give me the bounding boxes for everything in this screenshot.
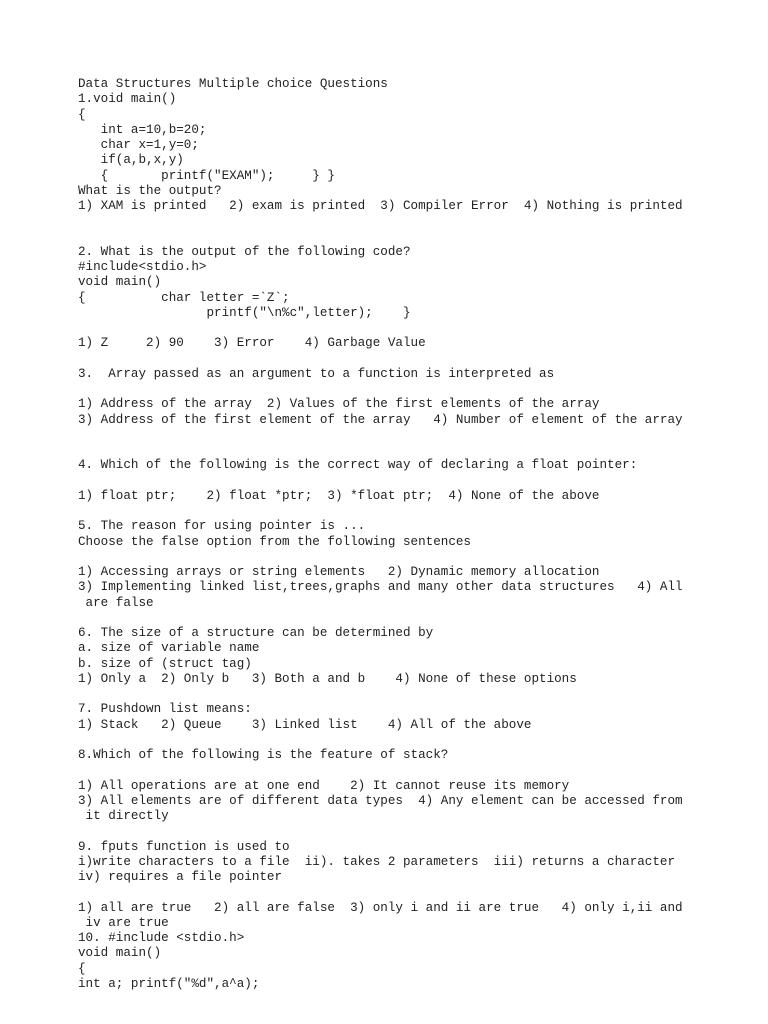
- text-line: if(a,b,x,y): [78, 153, 184, 168]
- text-line: 1) Z 2) 90 3) Error 4) Garbage Value: [78, 336, 426, 351]
- text-line: 1) Accessing arrays or string elements 2) Dynamic memory allocation: [78, 565, 600, 579]
- text-line: iv are true: [78, 915, 169, 930]
- text-line: { printf("EXAM"); } }: [78, 168, 335, 183]
- document-title: Data Structures Multiple choice Questions: [78, 77, 388, 91]
- text-line: 1) Only a 2) Only b 3) Both a and b 4) None of these options: [78, 671, 577, 686]
- blank-line: [78, 550, 758, 565]
- document-body: [78, 77, 758, 992]
- text-line: 1) All operations are at one end 2) It cannot reuse its memory: [78, 778, 570, 793]
- text-line: a. size of variable name: [78, 641, 260, 656]
- text-line: 3) All elements are of different data types 4) Any element can be accessed from: [78, 793, 683, 808]
- blank-line: [78, 352, 758, 367]
- text-line: 1) Stack 2) Queue 3) Linked list 4) All of the above: [78, 717, 532, 732]
- blank-line: [78, 504, 758, 519]
- text-line: it directly: [78, 809, 169, 823]
- blank-line: [78, 230, 758, 245]
- blank-line: [78, 611, 758, 626]
- blank-line: [78, 763, 758, 778]
- text-line: 1.void main(): [78, 92, 177, 107]
- text-line: int a=10,b=20;: [78, 122, 207, 137]
- text-line: { char letter =`Z`;: [78, 290, 290, 305]
- text-line: 3) Address of the first element of the array 4) Number of element of the array: [78, 412, 683, 427]
- text-line: What is the output?: [78, 183, 222, 198]
- text-line: 10. #include <stdio.h>: [78, 931, 245, 945]
- blank-line: [78, 428, 758, 443]
- blank-line: [78, 733, 758, 748]
- text-line: 1) float ptr; 2) float *ptr; 3) *float ptr; 4) None of the above: [78, 488, 600, 503]
- text-line: void main(): [78, 946, 162, 961]
- text-line: iv) requires a file pointer: [78, 870, 283, 884]
- text-line: {: [78, 961, 86, 976]
- text-line: 3. Array passed as an argument to a function is interpreted as: [78, 366, 555, 381]
- text-line: char x=1,y=0;: [78, 138, 199, 152]
- text-line: {: [78, 107, 86, 122]
- blank-line: [78, 443, 758, 458]
- text-line: 1) all are true 2) all are false 3) only i and ii are true 4) only i,ii and: [78, 900, 683, 915]
- text-line: 3) Implementing linked list,trees,graphs and many other data structures 4) All: [78, 580, 683, 595]
- blank-line: [78, 382, 758, 397]
- text-line: 4. Which of the following is the correct way of declaring a float pointer:: [78, 458, 638, 473]
- blank-line: [78, 687, 758, 702]
- text-line: 8.Which of the following is the feature of stack?: [78, 748, 449, 762]
- text-line: 7. Pushdown list means:: [78, 702, 252, 717]
- blank-line: [78, 214, 758, 229]
- text-line: printf("\n%c",letter); }: [78, 305, 411, 320]
- text-line: 5. The reason for using pointer is ...: [78, 519, 366, 534]
- blank-line: [78, 474, 758, 489]
- text-line: void main(): [78, 275, 162, 290]
- text-line: int a; printf("%d",a^a);: [78, 976, 260, 991]
- text-line: Choose the false option from the following sentences: [78, 534, 471, 549]
- text-line: #include<stdio.h>: [78, 260, 207, 274]
- text-line: i)write characters to a file ii). takes 2 parameters iii) returns a character: [78, 854, 676, 869]
- blank-line: [78, 824, 758, 839]
- blank-line: [78, 885, 758, 900]
- text-line: are false: [78, 595, 154, 610]
- blank-line: [78, 321, 758, 336]
- text-line: 2. What is the output of the following code?: [78, 244, 411, 259]
- text-line: 6. The size of a structure can be determined by: [78, 626, 434, 640]
- text-line: 9. fputs function is used to: [78, 839, 290, 854]
- text-line: 1) XAM is printed 2) exam is printed 3) Compiler Error 4) Nothing is printed: [78, 199, 683, 213]
- text-line: 1) Address of the array 2) Values of the first elements of the array: [78, 397, 600, 412]
- text-line: b. size of (struct tag): [78, 656, 252, 671]
